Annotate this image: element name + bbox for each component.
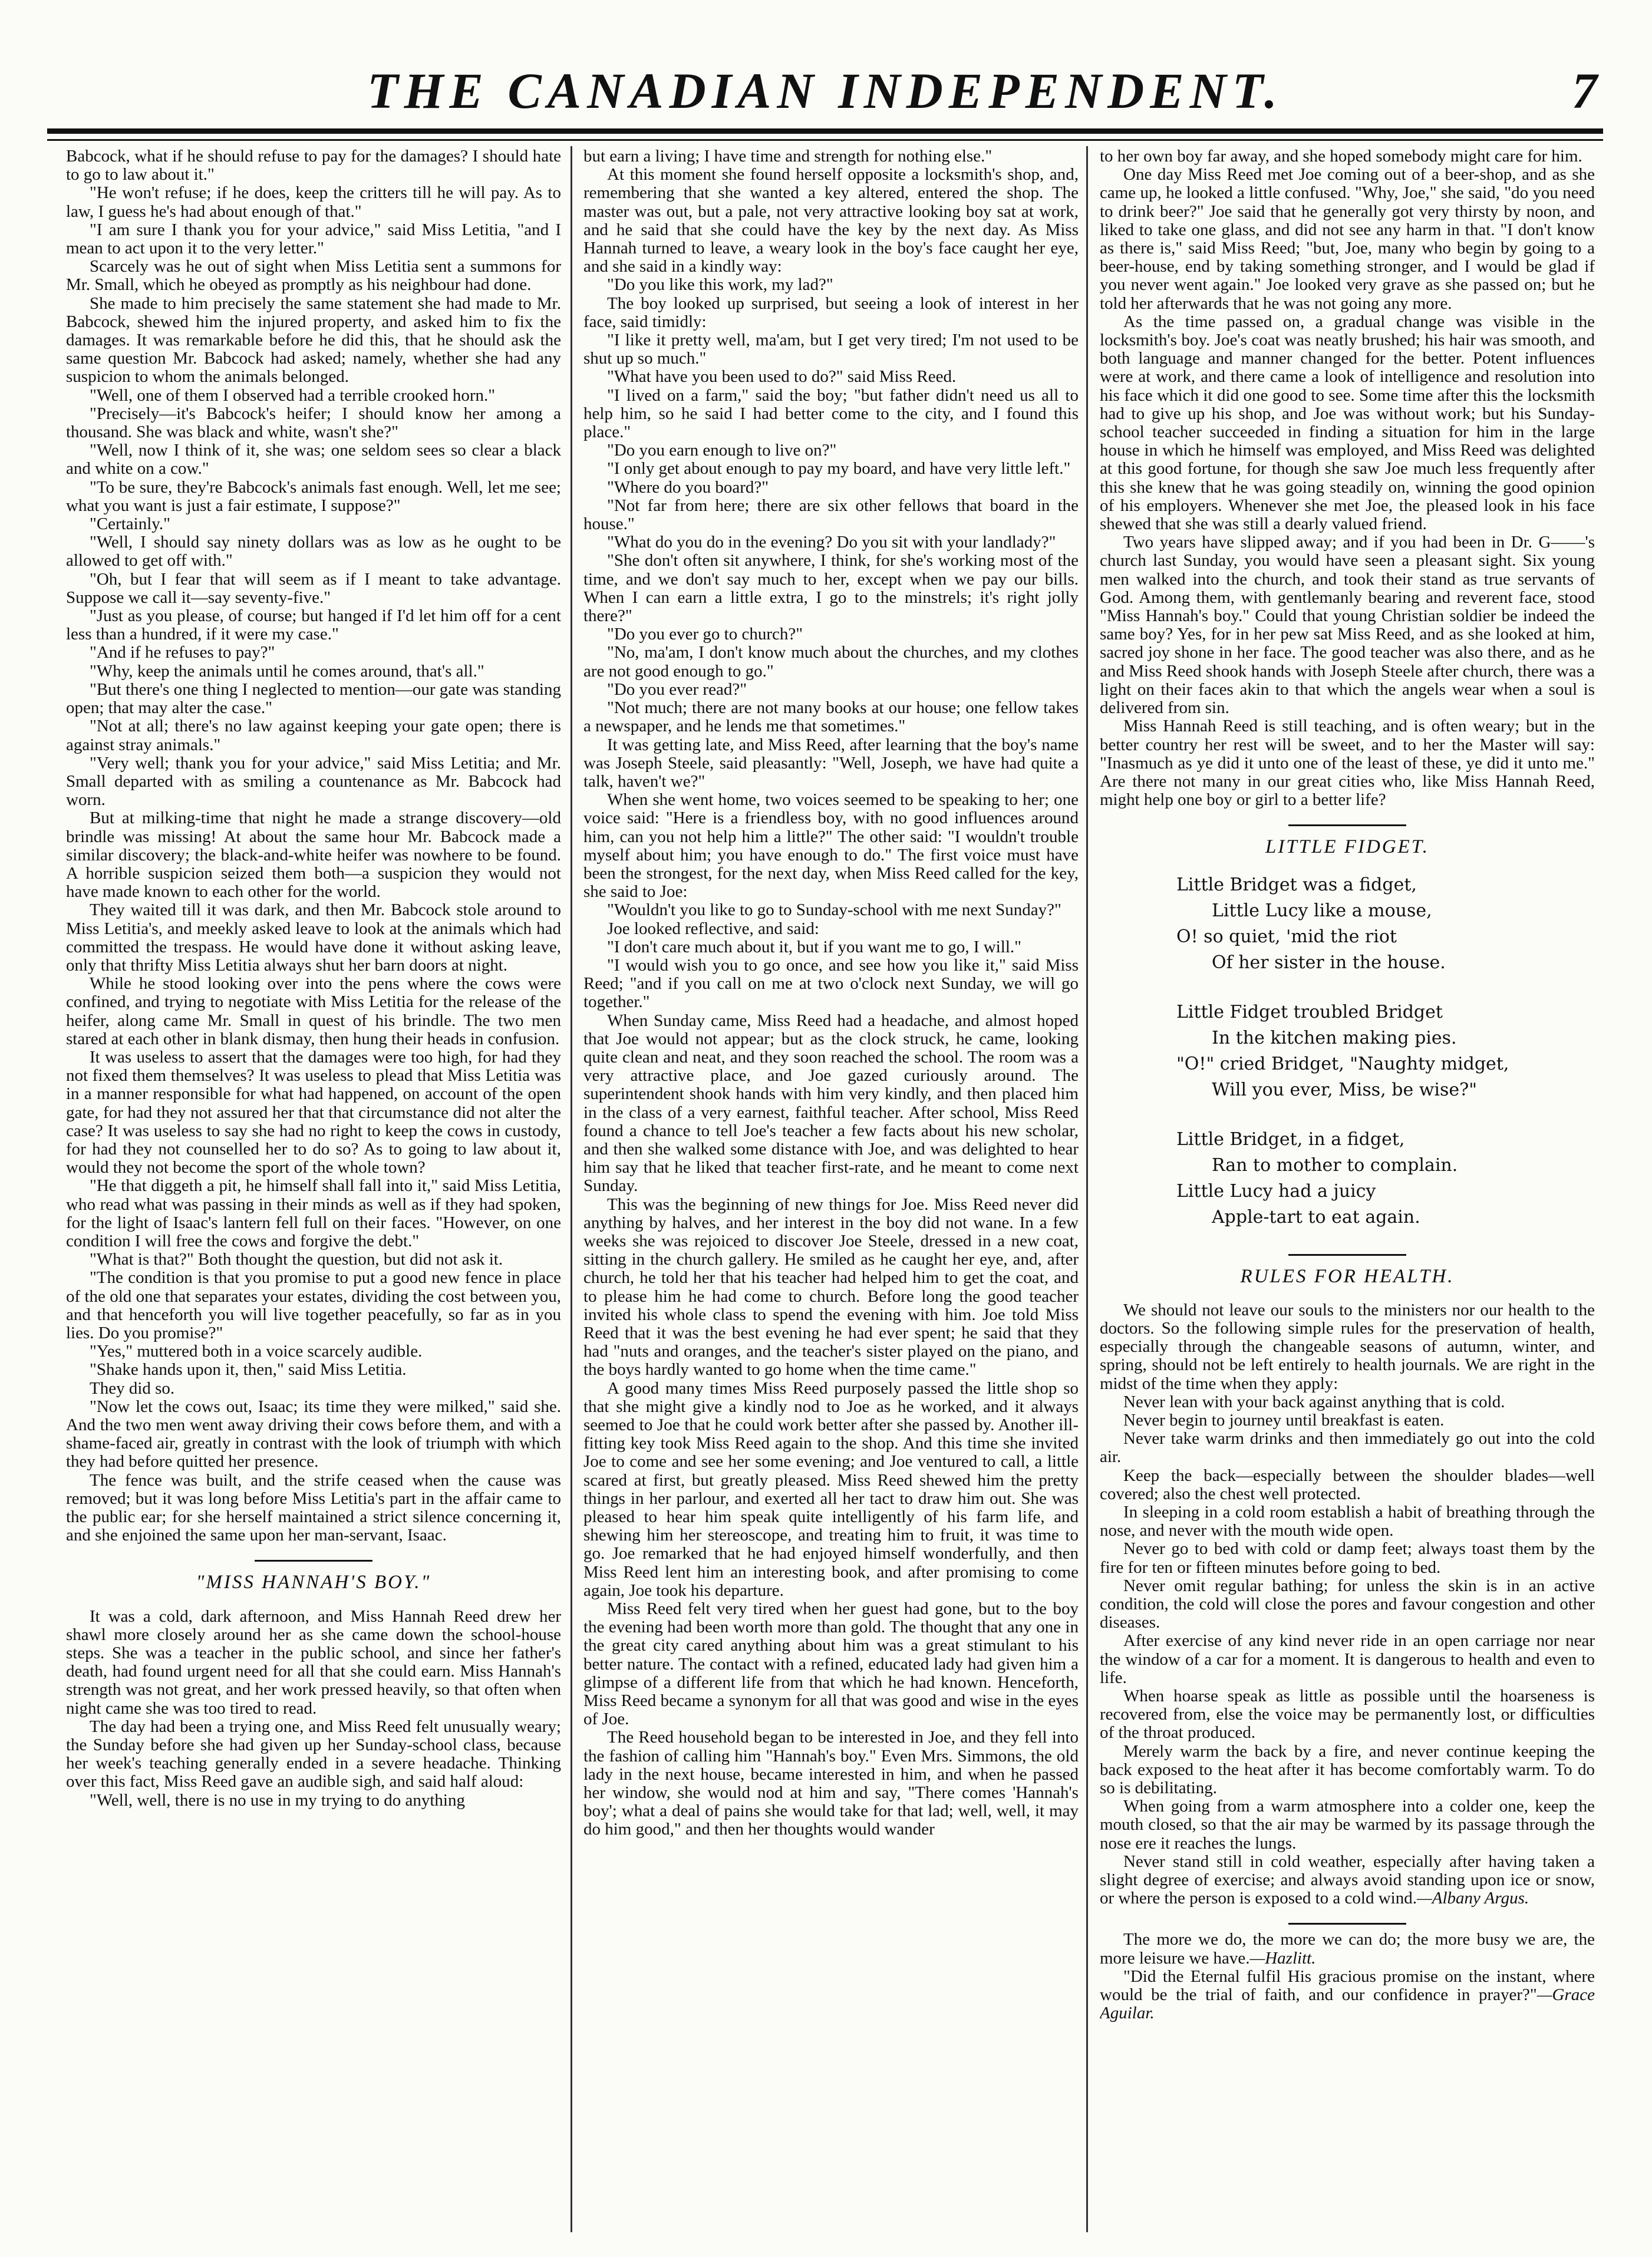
col1-body — [66, 147, 561, 1545]
paragraph: The fence was built, and the strife ceased when the cause was removed; but it was long before Miss Letitia's part in the affair came to the public ear; for she herself maintained a strict silence concerning it, and she enjoined the same upon her man-servant, Isaac. — [66, 1470, 561, 1545]
paragraph: "Do you earn enough to live on?" — [607, 441, 837, 460]
rules-title: RULES FOR HEALTH. — [1240, 1265, 1455, 1287]
poem-line: Little Lucy like a mouse, — [1212, 900, 1432, 921]
paragraph: Keep the back—especially between the shoulder blades—well covered; also the chest well protected. — [1100, 1466, 1595, 1503]
section-rule — [1288, 824, 1406, 826]
paragraph: The boy looked up surprised, but seeing a look of interest in her face, said timidly: — [583, 293, 1079, 331]
paragraph: "Wouldn't you like to go to Sunday-school with me next Sunday?" — [607, 900, 1061, 920]
poem-line: Will you ever, Miss, be wise?" — [1212, 1079, 1478, 1100]
poem-line: O! so quiet, 'mid the riot — [1176, 926, 1397, 947]
paragraph: "He that diggeth a pit, he himself shall fall into it," said Miss Letitia, who read what was passing in their minds as well as if they had spoken, for the light of Isaac's lantern fell full on their faces. "However, on one condition I will free the cows and forgive the debt." — [66, 1176, 561, 1250]
paragraph: "No, ma'am, I don't know much about the churches, and my clothes are not good enough to go." — [583, 643, 1079, 681]
poem-stanza — [1176, 1127, 1595, 1230]
paragraph: Merely warm the back by a fire, and never continue keeping the back exposed to the heat after it has become comfortably warm. To do so is debilitating. — [1100, 1741, 1595, 1797]
paragraph: They waited till it was dark, and then Mr. Babcock stole around to Miss Letitia's, and meekly asked leave to look at the animals which had committed the trespass. He would have done it without asking leave, only that thrifty Miss Letitia always shut her barn doors at night. — [66, 900, 561, 975]
paragraph: When she went home, two voices seemed to be speaking to her; one voice said: "Here is a friendless boy, with no good influences around him, can you not help him a little?" The other said: "I wouldn't trouble myself about him; you have enough to do." The first voice must have been the strongest, for the next day, when Miss Reed called for the key, she said to Joe: — [583, 790, 1079, 902]
paragraph: "I am sure I thank you for your advice," said Miss Letitia, "and I mean to act upon it to the very letter." — [66, 220, 561, 258]
paragraph: "Certainly." — [90, 514, 170, 534]
poem-line: In the kitchen making pies. — [1212, 1027, 1457, 1048]
quote — [1100, 1931, 1595, 1967]
poem-line: Little Fidget troubled Bridget — [1176, 1001, 1443, 1022]
paragraph: "Just as you please, of course; but hanged if I'd let him off for a cent less than a hundred, if it were my case." — [66, 606, 561, 644]
paragraph: We should not leave our souls to the ministers nor our health to the doctors. So the following simple rules for the preservation of health, especially through the changeable seasons of autumn, winter, and spring, should not be left entirely to health journals. We are right in the midst of the time when they apply: — [1100, 1300, 1595, 1393]
poem-line: Ran to mother to complain. — [1212, 1154, 1458, 1176]
paragraph: Never omit regular bathing; for unless the skin is in an active condition, the cold will close the pores and favour congestion and other diseases. — [1100, 1576, 1595, 1632]
masthead — [47, 54, 1603, 125]
paragraph: A good many times Miss Reed purposely passed the little shop so that she might give a kindly nod to Joe as he worked, and it always seemed to Joe that he could work better after she passed by. Another ill-fitting key took Miss Reed again to the shop. And this time she invited Joe to come and see her some evening; and Joe ventured to call, a little scared at first, but greatly pleased. Miss Reed shewed him the pretty things in her parlour, and exerted all her tact to draw him out. She was pleased to hear him speak quite intelligently of his farm life, and shewing him her stereoscope, and treating him to fruit, it was time to go. Joe remarked that he had enjoyed himself wonderfully, and then Miss Reed lent him an interesting book, and after promising to come again, Joe took his departure. — [583, 1378, 1079, 1600]
quote-text: "Did the Eternal fulfil His gracious promise on the instant, where would be the trial of faith, and our confidence in prayer?" — [1100, 1966, 1595, 2005]
paragraph — [1100, 1853, 1595, 1908]
paragraph: "What do you do in the evening? Do you sit with your landlady?" — [607, 533, 1056, 552]
paragraph: At this moment she found herself opposite a locksmith's shop, and, remembering that she wanted a key altered, entered the shop. The master was out, but a pale, not very attractive looking boy sat at work, and he said that she could have the key by the next day. As Miss Hannah turned to leave, a weary look in the boy's face caught her eye, and she said in a kindly way: — [583, 165, 1079, 276]
paragraph: Babcock, what if he should refuse to pay for the damages? I should hate to go to law about it." — [66, 147, 561, 184]
paragraph: but earn a living; I have time and strength for nothing else." — [583, 147, 992, 166]
story-title: "MISS HANNAH'S BOY." — [196, 1572, 431, 1593]
paragraph: "And if he refuses to pay?" — [90, 643, 275, 662]
column-2 — [583, 147, 1079, 2233]
column-1 — [66, 147, 561, 2233]
poem-line: Little Lucy had a juicy — [1176, 1180, 1376, 1202]
paragraph: Two years have slipped away; and if you had been in Dr. G——'s church last Sunday, you would have seen a pleasant sight. Six young men walked into the church, and took their stand as true servants of God. Among them, with gentlemanly bearing and reverent face, stood "Miss Hannah's boy." Could that young Christian soldier be indeed the same boy? Yes, for in her pew sat Miss Reed, and as she looked at him, sacred joy shone in her face. The good teacher was also there, and as he and Miss Reed shook hands with Joseph Steele after church, there was a light on their faces akin to that which the angels wear when a soul is delivered from sin. — [1100, 533, 1595, 718]
paragraph: Scarcely was he out of sight when Miss Letitia sent a summons for Mr. Small, which he obeyed as promptly as his neighbour had done. — [66, 257, 561, 295]
poem-title: LITTLE FIDGET. — [1265, 836, 1429, 858]
paragraph: Joe looked reflective, and said: — [607, 919, 819, 938]
paragraph: They did so. — [90, 1378, 175, 1398]
paragraph: "Why, keep the animals until he comes around, that's all." — [90, 661, 484, 681]
paragraph: After exercise of any kind never ride in an open carriage nor near the window of a car for a moment. It is dangerous to health and even to life. — [1100, 1631, 1595, 1687]
column-divider-1 — [571, 146, 572, 2232]
paragraph: "Yes," muttered both in a voice scarcely audible. — [90, 1342, 423, 1361]
paragraph: "Well, I should say ninety dollars was as low as he ought to be allowed to get off with." — [66, 533, 561, 570]
paragraph: "What is that?" Both thought the question, but did not ask it. — [90, 1250, 503, 1269]
paragraph: "Shake hands upon it, then," said Miss Letitia. — [90, 1360, 407, 1380]
paragraph: The day had been a trying one, and Miss Reed felt unusually weary; the Sunday before she had given up her Sunday-school class, because her week's teaching generally ended in a severe headache. Thinking over this fact, Miss Reed gave an audible sigh, and said half aloud: — [66, 1717, 561, 1791]
poem-line: "O!" cried Bridget, "Naughty midget, — [1176, 1053, 1509, 1074]
paragraph: "But there's one thing I neglected to mention—our gate was standing open; that may alter the case." — [66, 679, 561, 718]
paragraph: While he stood looking over into the pens where the cows were confined, and trying to negotiate with Miss Letitia for the release of the heifer, along came Mr. Small in quest of his brindle. The two men stared at each other in blank dismay, then hung their heads in confusion. — [66, 974, 561, 1048]
poem-line: Apple-tart to eat again. — [1212, 1206, 1420, 1228]
masthead-rule-thin — [47, 139, 1603, 141]
paragraph: "To be sure, they're Babcock's animals fast enough. Well, let me see; what you want is just a fair estimate, I suppose?" — [66, 477, 561, 515]
paragraph: "Oh, but I fear that will seem as if I meant to take advantage. Suppose we call it—say seventy-five." — [66, 569, 561, 607]
paragraph: It was getting late, and Miss Reed, after learning that the boy's name was Joseph Steele, said pleasantly: "Well, Joseph, we have had quite a talk, haven't we?" — [583, 735, 1079, 791]
paragraph: "I lived on a farm," said the boy; "but father didn't need us all to help him, so he said I had better come to the city, and I found this place." — [583, 385, 1079, 442]
quote — [1100, 1968, 1595, 2023]
paragraph: Never begin to journey until breakfast is eaten. — [1123, 1410, 1445, 1430]
section-rule — [1288, 1923, 1406, 1925]
paragraph: This was the beginning of new things for Joe. Miss Reed never did anything by halves, and her interest in the boy did not wane. In a few weeks she was rejoiced to discover Joe Steele, dressed in a new coat, sitting in the church gallery. He smiled as he caught her eye, and, after church, he told her that his teacher had helped him to get the coat, and to please him he had come to church. Before long the good teacher invited his whole class to spend the evening with him. Joe told Miss Reed that it was the best evening he had ever spent; he said that they had "nuts and oranges, and the teacher's sister played on the piano, and the boys hardly wanted to go home when the time came." — [583, 1195, 1079, 1380]
paragraph: "Not at all; there's no law against keeping your gate open; there is against stray animals." — [66, 717, 561, 754]
paragraph: "Do you ever read?" — [607, 679, 747, 699]
quote-text: The more we do, the more we can do; the more busy we are, the more leisure we have. — [1100, 1930, 1595, 1968]
paragraph: Miss Reed felt very tired when her guest had gone, but to the boy the evening had been worth more than gold. The thought that any one in the great city cared anything about him was a great stimulant to his better nature. The contact with a refined, educated lady had given him a glimpse of a different life from that which he had known. Henceforth, Miss Reed became a synonym for all that was good and wise in the eyes of Joe. — [583, 1599, 1079, 1729]
paragraph: "I only get about enough to pay my board, and have very little left." — [607, 459, 1071, 479]
paragraph: It was a cold, dark afternoon, and Miss Hannah Reed drew her shawl more closely around her as she came down the school-house steps. She was a teacher in the public school, and since her father's death, had found urgent need for all that she could earn. Miss Hannah's strength was not great, and her work pressed heavily, so that often when night came she was too tired to read. — [66, 1606, 561, 1718]
paragraph: to her own boy far away, and she hoped somebody might care for him. — [1100, 147, 1582, 166]
paragraph: One day Miss Reed met Joe coming out of a beer-shop, and as she came up, he looked a little confused. "Why, Joe," she said, "do you need to drink beer?" Joe said that he generally got very thirsty by noon, and liked to take one glass, and did not see any harm in that. "I don't know as there is," said Miss Reed; "but, Joe, many who begin by going to a beer-house, end by taking something stronger, and I would be glad if you never went again." Joe looked very grave as she passed on; but he told her afterwards that he was not going any more. — [1100, 165, 1595, 313]
paragraph: When going from a warm atmosphere into a colder one, keep the mouth closed, so that the air may be warmed by its passage through the nose ere it reaches the lungs. — [1100, 1797, 1595, 1853]
poem-stanza — [1176, 999, 1595, 1103]
paragraph: "Well, well, there is no use in my trying to do anything — [90, 1790, 465, 1810]
paragraph: Miss Hannah Reed is still teaching, and is often weary; but in the better country her rest will be sweet, and to her the Master will say: "Inasmuch as ye did it unto one of the least of these, ye did it unto me." Are there not many in our great cities who, like Miss Hannah Reed, might help one boy or girl to a better life? — [1100, 717, 1595, 810]
paragraph: When hoarse speak as little as possible until the hoarseness is recovered from, else the voice may be permanently lost, or difficulties of the throat produced. — [1100, 1686, 1595, 1743]
section-rule — [1288, 1254, 1406, 1256]
poem — [1176, 872, 1595, 1230]
masthead-title: THE CANADIAN INDEPENDENT. — [367, 62, 1283, 119]
paragraph: It was useless to assert that the damages were too high, for had they not fixed them themselves? It was useless to plead that Miss Letitia was in a manner responsible for what had happened, on account of the open gate, for had they not assured her that that circumstance did not alter the case? It was useless to say she had no right to keep the cows in custody, for had they not counselled her to do so? As to going to law about it, would they not become the sport of the whole town? — [66, 1047, 561, 1177]
paragraph: The Reed household began to be interested in Joe, and they fell into the fashion of calling him "Hannah's boy." Even Mrs. Simmons, the old lady in the next house, became interested in him, and when he passed her window, she would nod at him and say, "There comes 'Hannah's boy'; what a deal of pains she would take for that lad; well, well, it may do him good," and then her thoughts would wander — [583, 1728, 1079, 1839]
paragraph: Never take warm drinks and then immediately go out into the cold air. — [1100, 1429, 1595, 1467]
citation: —Grace Aguilar. — [1100, 1985, 1595, 2023]
citation: —Albany Argus. — [1416, 1889, 1529, 1908]
column-3 — [1100, 147, 1595, 2233]
paragraph: "Precisely—it's Babcock's heifer; I should know her among a thousand. She was black and white, wasn't she?" — [66, 404, 561, 442]
paragraph: When Sunday came, Miss Reed had a headache, and almost hoped that Joe would not appear; but as the clock struck, he came, looking quite clean and neat, and they soon reached the school. The room was a very attractive place, and Joe gazed curiously around. The superintendent shook hands with him very kindly, and then placed him in the class of a very earnest, faithful teacher. After school, Miss Reed found a chance to tell Joe's teacher a few facts about his new scholar, and then she walked some distance with Joe, and was delighted to hear him say that he liked that teacher first-rate, and he meant to come next Sunday. — [583, 1011, 1079, 1196]
column-divider-2 — [1086, 146, 1088, 2232]
paragraph: "I like it pretty well, ma'am, but I get very tired; I'm not used to be shut up so much." — [583, 331, 1079, 368]
section-rule — [255, 1560, 372, 1562]
paragraph: "Well, now I think of it, she was; one seldom sees so clear a black and white on a cow." — [66, 441, 561, 479]
poem-line: Little Bridget, in a fidget, — [1176, 1128, 1405, 1150]
paragraph: Never lean with your back against anything that is cold. — [1123, 1392, 1505, 1411]
paragraph: Never go to bed with cold or damp feet; always toast them by the fire for ten or fifteen minutes before going to bed. — [1100, 1539, 1595, 1577]
paragraph: "He won't refuse; if he does, keep the critters till he will pay. As to law, I guess he's had about enough of that." — [66, 183, 561, 221]
citation: —Hazlitt. — [1249, 1948, 1316, 1968]
masthead-rule-thick — [47, 128, 1603, 134]
poem-line: Of her sister in the house. — [1212, 952, 1446, 973]
rule-text: Never stand still in cold weather, especially after having taken a slight degree of exercise; and always avoid standing upon ice or snow, or where the person is exposed to a cold wind. — [1100, 1852, 1595, 1908]
paragraph: "Very well; thank you for your advice," said Miss Letitia; and Mr. Small departed with as smiling a countenance as Mr. Babcock had worn. — [66, 753, 561, 810]
poem-stanza — [1176, 872, 1595, 976]
paragraph: But at milking-time that night he made a strange discovery—old brindle was missing! At about the same hour Mr. Babcock made a similar discovery; the black-and-white heifer was nowhere to be found. A horrible suspicion seized them both—a suspicion they would not have made known to each other for the world. — [66, 809, 561, 902]
paragraph: "Do you ever go to church?" — [607, 625, 803, 644]
paragraph: "What have you been used to do?" said Miss Reed. — [607, 367, 957, 387]
paragraph: "Now let the cows out, Isaac; its time they were milked," said she. And the two men went away driving their cows before them, and with a shame-faced air, greatly in contrast with the look of triumph with which they had before quitted her presence. — [66, 1397, 561, 1471]
paragraph: "She don't often sit anywhere, I think, for she's working most of the time, and we don't say much to her, except when we pay our bills. When I can earn a little extra, I go to the minstrels; it's right jolly there?" — [583, 551, 1079, 626]
paragraph: "The condition is that you promise to put a good new fence in place of the old one that separates your estates, dividing the cost between you, and that henceforth you will live together peacefully, so far as in you lies. Do you promise?" — [66, 1268, 561, 1342]
paragraph: "Where do you board?" — [607, 477, 769, 497]
paragraph: "Not far from here; there are six other fellows that board in the house." — [583, 496, 1079, 534]
paragraph: "Do you like this work, my lad?" — [607, 275, 833, 295]
paragraph: As the time passed on, a gradual change was visible in the locksmith's boy. Joe's coat was neatly brushed; his hair was smooth, and both language and manner changed for the better. Potent influences were at work, and there came a look of intelligence and resolution into his face which it did one good to see. Some time after this the locksmith had to give up his shop, and Joe was without work; but his Sunday-school teacher succeeded in finding a situation for him in the large house in which he himself was employed, and Miss Reed was delighted at this good fortune, for though she saw Joe much less frequently after this she knew that he was going steadily on, winning the good opinion of his employers. Whenever she met Joe, the pleased look in his face shewed that she was still a dearly valued friend. — [1100, 312, 1595, 534]
paragraph: "I would wish you to go once, and see how you like it," said Miss Reed; "and if you call on me at two o'clock next Sunday, we will go together." — [583, 955, 1079, 1012]
page-number: 7 — [1572, 62, 1597, 119]
paragraph: "I don't care much about it, but if you want me to go, I will." — [607, 937, 1022, 956]
paragraph: "Well, one of them I observed had a terrible crooked horn." — [90, 385, 496, 405]
paragraph: She made to him precisely the same statement she had made to Mr. Babcock, shewed him the injured property, and asked him to fix the damages. It was remarkable before he did this, that he should ask the same question Mr. Babcock had asked; namely, whether she had any suspicion to whom the animals belonged. — [66, 293, 561, 387]
paragraph: In sleeping in a cold room establish a habit of breathing through the nose, and never with the mouth wide open. — [1100, 1502, 1595, 1540]
poem-line: Little Bridget was a fidget, — [1176, 874, 1417, 895]
paragraph: "Not much; there are not many books at our house; one fellow takes a newspaper, and he lends me that sometimes." — [583, 698, 1079, 736]
